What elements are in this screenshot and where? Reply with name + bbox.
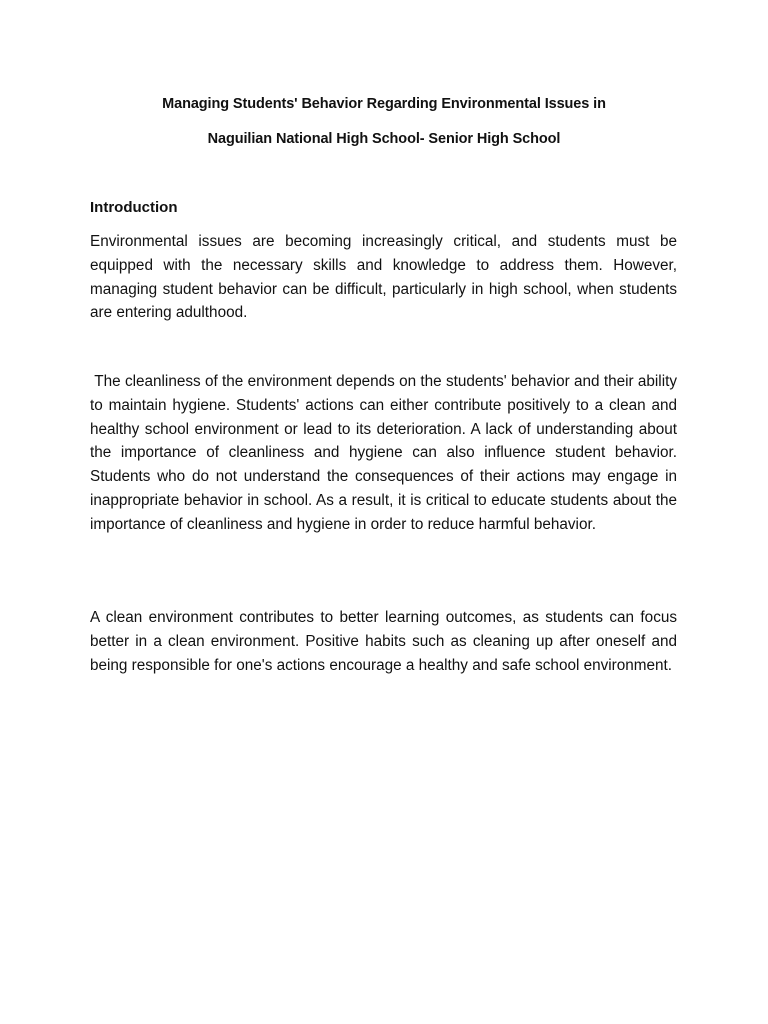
paragraph-1: Environmental issues are becoming increasingly critical, and students must be equipped with the necessary skills and knowledge to address them. However, managing student behavior can be difficult, particularly in high school, when students are entering adulthood. xyxy=(90,233,677,322)
document-title-line-2: Naguilian National High School- Senior High School xyxy=(207,131,561,147)
paragraph-2: The cleanliness of the environment depends on the students' behavior and their ability to maintain hygiene. Students' actions can either contribute positively to a clean and healthy school environment or lead to its deterioration. A lack of understanding about the importance of cleanliness and hygiene can also influence student behavior. Students who do not understand the consequences of their actions may engage in inappropriate behavior in school. As a result, it is critical to educate students about the importance of cleanliness and hygiene in order to reduce harmful behavior. xyxy=(90,373,677,533)
section-heading-introduction: Introduction xyxy=(90,199,178,216)
document-title-line-1: Managing Students' Behavior Regarding Environmental Issues in xyxy=(162,96,606,112)
paragraph-3: A clean environment contributes to better learning outcomes, as students can focus better in a clean environment. Positive habits such as cleaning up after oneself and being responsible for one's actions encourage a healthy and safe school environment. xyxy=(90,609,677,674)
